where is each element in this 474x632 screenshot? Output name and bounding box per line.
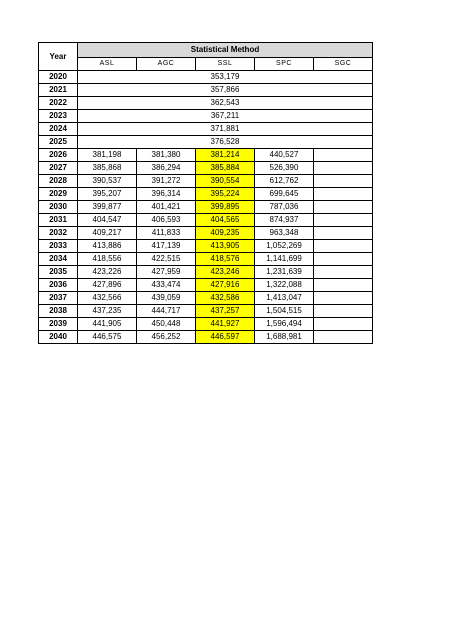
spc-cell: 787,036: [255, 201, 314, 214]
table-row: [39, 84, 373, 97]
year-cell: 2036: [39, 279, 78, 292]
merged-value-cell: 357,866: [78, 84, 373, 97]
statistical-method-table: [38, 42, 373, 344]
ssl-cell: 385,884: [196, 162, 255, 175]
year-cell: 2030: [39, 201, 78, 214]
sgc-cell: [314, 331, 373, 344]
table-row: [39, 253, 373, 266]
agc-cell: 391,272: [137, 175, 196, 188]
year-cell: 2025: [39, 136, 78, 149]
ssl-cell: 441,927: [196, 318, 255, 331]
sgc-cell: [314, 175, 373, 188]
year-cell: 2021: [39, 84, 78, 97]
sgc-cell: [314, 279, 373, 292]
ssl-cell: 409,235: [196, 227, 255, 240]
year-cell: 2029: [39, 188, 78, 201]
asl-cell: 423,226: [78, 266, 137, 279]
spc-cell: 440,527: [255, 149, 314, 162]
asl-cell: 399,877: [78, 201, 137, 214]
column-header-asl: ASL: [78, 58, 137, 71]
year-cell: 2028: [39, 175, 78, 188]
spc-cell: 1,596,494: [255, 318, 314, 331]
agc-cell: 422,515: [137, 253, 196, 266]
ssl-cell: 432,586: [196, 292, 255, 305]
asl-cell: 390,537: [78, 175, 137, 188]
ssl-cell: 418,576: [196, 253, 255, 266]
asl-cell: 446,575: [78, 331, 137, 344]
year-cell: 2026: [39, 149, 78, 162]
asl-cell: 395,207: [78, 188, 137, 201]
statistical-method-header: Statistical Method: [78, 43, 373, 58]
ssl-cell: 413,905: [196, 240, 255, 253]
spc-cell: 1,052,269: [255, 240, 314, 253]
sgc-cell: [314, 318, 373, 331]
table-row: [39, 318, 373, 331]
sgc-cell: [314, 188, 373, 201]
table-row: [39, 214, 373, 227]
agc-cell: 386,294: [137, 162, 196, 175]
sgc-cell: [314, 227, 373, 240]
year-header: Year: [39, 43, 78, 71]
table-row: [39, 305, 373, 318]
asl-cell: 413,886: [78, 240, 137, 253]
table-row: [39, 110, 373, 123]
year-cell: 2033: [39, 240, 78, 253]
sgc-cell: [314, 240, 373, 253]
ssl-cell: 395,224: [196, 188, 255, 201]
year-cell: 2038: [39, 305, 78, 318]
table-row: [39, 123, 373, 136]
table-row: [39, 71, 373, 84]
asl-cell: 404,547: [78, 214, 137, 227]
agc-cell: 433,474: [137, 279, 196, 292]
table-row: [39, 136, 373, 149]
ssl-cell: 423,246: [196, 266, 255, 279]
year-cell: 2024: [39, 123, 78, 136]
ssl-cell: 399,895: [196, 201, 255, 214]
agc-cell: 401,421: [137, 201, 196, 214]
asl-cell: 409,217: [78, 227, 137, 240]
sgc-cell: [314, 253, 373, 266]
year-cell: 2040: [39, 331, 78, 344]
table-row: [39, 331, 373, 344]
asl-cell: 385,868: [78, 162, 137, 175]
column-header-agc: AGC: [137, 58, 196, 71]
table-row: [39, 162, 373, 175]
agc-cell: 406,593: [137, 214, 196, 227]
ssl-cell: 390,554: [196, 175, 255, 188]
table-row: [39, 201, 373, 214]
spc-cell: 612,762: [255, 175, 314, 188]
agc-cell: 381,380: [137, 149, 196, 162]
year-cell: 2035: [39, 266, 78, 279]
year-cell: 2039: [39, 318, 78, 331]
year-cell: 2034: [39, 253, 78, 266]
year-cell: 2037: [39, 292, 78, 305]
table-row: [39, 266, 373, 279]
year-cell: 2020: [39, 71, 78, 84]
merged-value-cell: 367,211: [78, 110, 373, 123]
sgc-cell: [314, 266, 373, 279]
spc-cell: 1,322,088: [255, 279, 314, 292]
table-row: [39, 292, 373, 305]
merged-value-cell: 353,179: [78, 71, 373, 84]
asl-cell: 427,896: [78, 279, 137, 292]
sgc-cell: [314, 162, 373, 175]
year-cell: 2027: [39, 162, 78, 175]
asl-cell: 418,556: [78, 253, 137, 266]
asl-cell: 432,566: [78, 292, 137, 305]
table-row: [39, 188, 373, 201]
table-row: [39, 240, 373, 253]
year-cell: 2023: [39, 110, 78, 123]
year-cell: 2031: [39, 214, 78, 227]
sgc-cell: [314, 292, 373, 305]
table-row: [39, 97, 373, 110]
asl-cell: 381,198: [78, 149, 137, 162]
header-group-row: [39, 43, 373, 58]
agc-cell: 439,059: [137, 292, 196, 305]
year-cell: 2032: [39, 227, 78, 240]
sgc-cell: [314, 149, 373, 162]
table-row: [39, 279, 373, 292]
asl-cell: 437,235: [78, 305, 137, 318]
spc-cell: 699,645: [255, 188, 314, 201]
ssl-cell: 381,214: [196, 149, 255, 162]
column-header-sgc: SGC: [314, 58, 373, 71]
agc-cell: 396,314: [137, 188, 196, 201]
ssl-cell: 427,916: [196, 279, 255, 292]
sgc-cell: [314, 201, 373, 214]
ssl-cell: 446,597: [196, 331, 255, 344]
agc-cell: 417,139: [137, 240, 196, 253]
agc-cell: 427,959: [137, 266, 196, 279]
ssl-cell: 404,565: [196, 214, 255, 227]
merged-value-cell: 376,528: [78, 136, 373, 149]
column-header-row: [39, 58, 373, 71]
spc-cell: 874,937: [255, 214, 314, 227]
agc-cell: 456,252: [137, 331, 196, 344]
table-row: [39, 149, 373, 162]
sgc-cell: [314, 214, 373, 227]
agc-cell: 450,448: [137, 318, 196, 331]
merged-value-cell: 362,543: [78, 97, 373, 110]
agc-cell: 411,833: [137, 227, 196, 240]
table-row: [39, 227, 373, 240]
column-header-spc: SPC: [255, 58, 314, 71]
merged-value-cell: 371,881: [78, 123, 373, 136]
spc-cell: 1,231,639: [255, 266, 314, 279]
spc-cell: 526,390: [255, 162, 314, 175]
sgc-cell: [314, 305, 373, 318]
spc-cell: 1,141,699: [255, 253, 314, 266]
spc-cell: 1,504,515: [255, 305, 314, 318]
asl-cell: 441,905: [78, 318, 137, 331]
year-cell: 2022: [39, 97, 78, 110]
ssl-cell: 437,257: [196, 305, 255, 318]
spc-cell: 963,348: [255, 227, 314, 240]
spc-cell: 1,413,047: [255, 292, 314, 305]
column-header-ssl: SSL: [196, 58, 255, 71]
table-row: [39, 175, 373, 188]
spc-cell: 1,688,981: [255, 331, 314, 344]
agc-cell: 444,717: [137, 305, 196, 318]
